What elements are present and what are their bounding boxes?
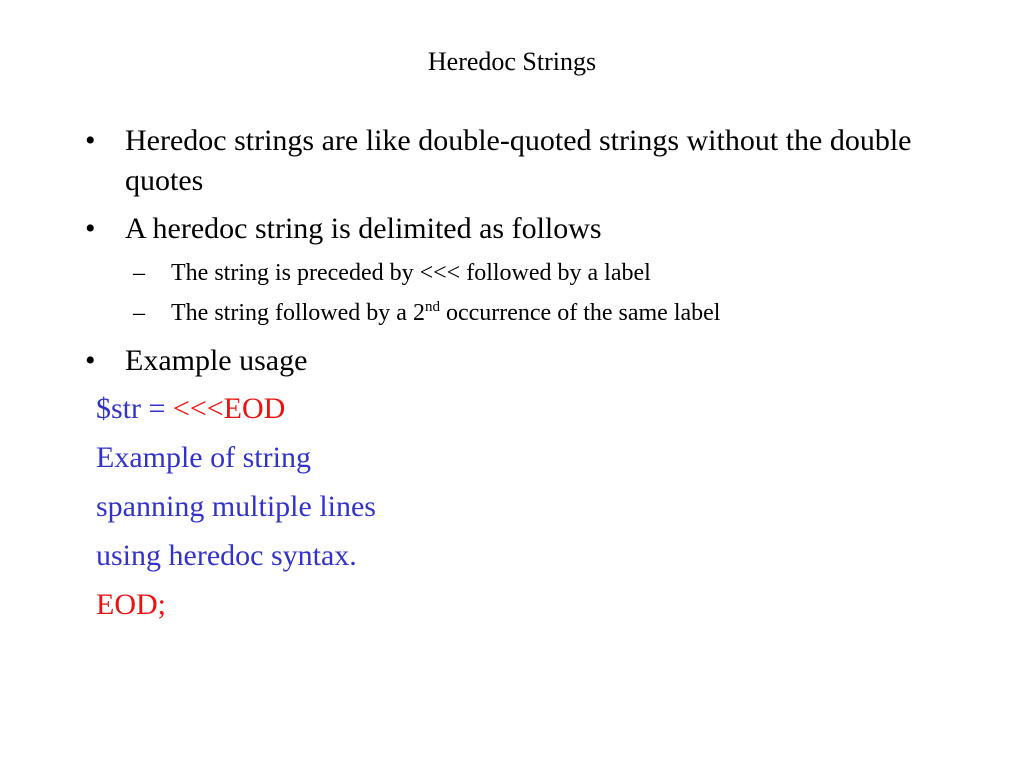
ordinal-superscript: nd [424,299,440,315]
dash-marker: – [133,300,145,326]
sub-bullet-text-pre: The string followed by a 2 [171,300,425,326]
bullet-item [85,121,955,201]
sub-bullet-text: The string is preceded by <<< followed by a label [171,260,651,286]
code-line-3: spanning multiple lines [96,490,376,523]
bullet-item [85,341,955,381]
sub-bullet-item [133,258,953,288]
code-heredoc-close-delimiter: EOD; [96,588,166,621]
sub-bullet-text [171,298,953,328]
bullet-text: A heredoc string is delimited as follows [125,212,602,245]
bullet-marker: • [85,344,96,377]
slide-title: Heredoc Strings [427,47,597,76]
sub-bullet-item [133,298,953,328]
bullet-text: Example usage [125,344,308,377]
bullet-marker: • [85,124,96,157]
code-line-1 [96,389,285,429]
bullet-text: Heredoc strings are like double-quoted strings without the double quotes [125,124,912,197]
bullet-item [85,209,955,249]
code-line-4: using heredoc syntax. [96,539,357,572]
code-heredoc-open-delimiter: <<<EOD [172,392,286,425]
code-line-2: Example of string [96,441,311,474]
bullet-marker: • [85,212,96,245]
dash-marker: – [133,260,145,286]
sub-bullet-text-post: occurrence of the same label [439,300,721,326]
code-variable-assignment: $str = [96,392,173,425]
